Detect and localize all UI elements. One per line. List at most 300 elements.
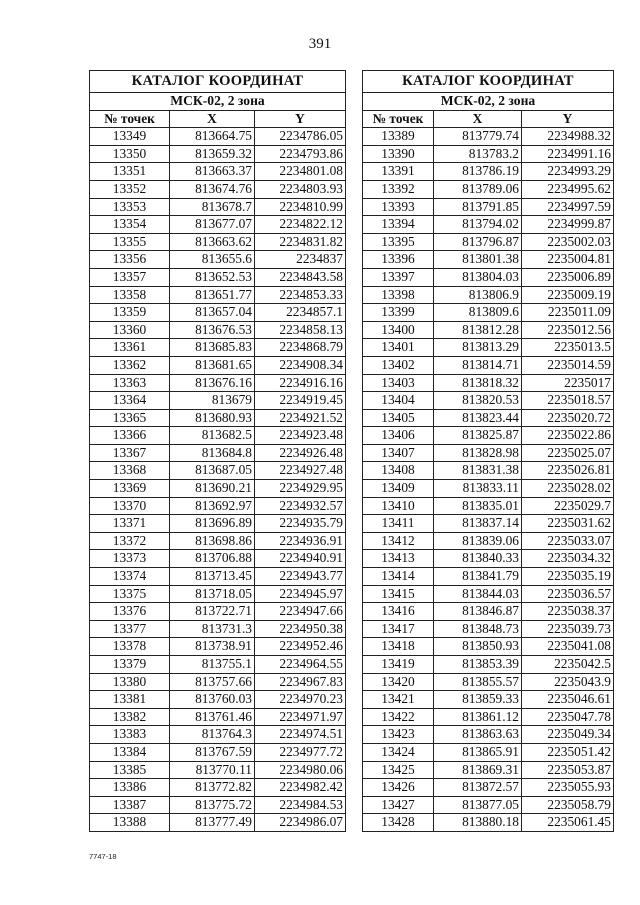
y-coordinate-cell: 2234936.91 — [255, 532, 346, 550]
x-coordinate-cell: 813684.8 — [170, 444, 255, 462]
x-coordinate-cell: 813681.65 — [170, 356, 255, 374]
table-row — [90, 568, 346, 586]
y-coordinate-cell: 2235035.19 — [522, 568, 614, 586]
x-coordinate-cell: 813846.87 — [434, 603, 522, 621]
y-coordinate-cell: 2234923.48 — [255, 427, 346, 445]
y-coordinate-cell: 2235061.45 — [522, 814, 614, 832]
table-row — [363, 251, 614, 269]
y-coordinate-cell: 2235018.57 — [522, 392, 614, 410]
x-coordinate-cell: 813690.21 — [170, 480, 255, 498]
y-coordinate-cell: 2235038.37 — [522, 603, 614, 621]
table-row — [90, 339, 346, 357]
y-coordinate-cell: 2235053.87 — [522, 761, 614, 779]
y-coordinate-cell: 2234974.51 — [255, 726, 346, 744]
y-coordinate-cell: 2234916.16 — [255, 374, 346, 392]
y-coordinate-cell: 2235046.61 — [522, 691, 614, 709]
x-coordinate-cell: 813777.49 — [170, 814, 255, 832]
point-number-cell: 13372 — [90, 532, 170, 550]
y-coordinate-cell: 2234926.48 — [255, 444, 346, 462]
y-coordinate-cell: 2234993.29 — [522, 163, 614, 181]
point-number-cell: 13360 — [90, 321, 170, 339]
point-number-cell: 13428 — [363, 814, 434, 832]
y-coordinate-cell: 2235014.59 — [522, 356, 614, 374]
point-number-cell: 13400 — [363, 321, 434, 339]
point-number-cell: 13377 — [90, 620, 170, 638]
point-number-cell: 13426 — [363, 779, 434, 797]
x-coordinate-cell: 813853.39 — [434, 656, 522, 674]
point-number-cell: 13413 — [363, 550, 434, 568]
table-row — [363, 550, 614, 568]
x-coordinate-cell: 813676.53 — [170, 321, 255, 339]
table-row — [90, 163, 346, 181]
x-coordinate-cell: 813863.63 — [434, 726, 522, 744]
point-number-cell: 13391 — [363, 163, 434, 181]
x-coordinate-cell: 813677.07 — [170, 216, 255, 234]
x-coordinate-cell: 813775.72 — [170, 796, 255, 814]
x-coordinate-cell: 813796.87 — [434, 233, 522, 251]
catalog-subtitle: МСК-02, 2 зона — [90, 93, 346, 111]
table-row — [90, 708, 346, 726]
y-coordinate-cell: 2234919.45 — [255, 392, 346, 410]
x-coordinate-cell: 813770.11 — [170, 761, 255, 779]
y-coordinate-cell: 2235031.62 — [522, 515, 614, 533]
x-coordinate-cell: 813713.45 — [170, 568, 255, 586]
x-coordinate-cell: 813831.38 — [434, 462, 522, 480]
point-number-cell: 13359 — [90, 304, 170, 322]
table-row — [90, 550, 346, 568]
y-coordinate-cell: 2234999.87 — [522, 216, 614, 234]
y-coordinate-cell: 2234929.95 — [255, 480, 346, 498]
table-row — [363, 180, 614, 198]
point-number-cell: 13379 — [90, 656, 170, 674]
y-coordinate-cell: 2234964.55 — [255, 656, 346, 674]
y-coordinate-cell: 2235026.81 — [522, 462, 614, 480]
x-coordinate-cell: 813676.16 — [170, 374, 255, 392]
table-row — [90, 585, 346, 603]
x-coordinate-cell: 813760.03 — [170, 691, 255, 709]
y-coordinate-cell: 2234908.34 — [255, 356, 346, 374]
x-coordinate-cell: 813844.03 — [434, 585, 522, 603]
table-row — [363, 779, 614, 797]
table-row — [90, 656, 346, 674]
y-coordinate-cell: 2234843.58 — [255, 268, 346, 286]
table-row — [363, 515, 614, 533]
table-row — [90, 796, 346, 814]
table-row — [363, 233, 614, 251]
point-number-cell: 13357 — [90, 268, 170, 286]
x-coordinate-cell: 813813.29 — [434, 339, 522, 357]
point-number-cell: 13418 — [363, 638, 434, 656]
table-row — [90, 198, 346, 216]
x-coordinate-cell: 813848.73 — [434, 620, 522, 638]
table-row — [90, 620, 346, 638]
point-number-cell: 13373 — [90, 550, 170, 568]
x-coordinate-cell: 813674.76 — [170, 180, 255, 198]
x-coordinate-cell: 813783.2 — [434, 145, 522, 163]
table-row — [90, 497, 346, 515]
x-coordinate-cell: 813789.06 — [434, 180, 522, 198]
point-number-cell: 13425 — [363, 761, 434, 779]
table-row — [90, 638, 346, 656]
x-coordinate-cell: 813833.11 — [434, 480, 522, 498]
y-coordinate-cell: 2235028.02 — [522, 480, 614, 498]
point-number-cell: 13422 — [363, 708, 434, 726]
x-coordinate-cell: 813850.93 — [434, 638, 522, 656]
table-row — [363, 145, 614, 163]
table-row — [90, 321, 346, 339]
point-number-cell: 13414 — [363, 568, 434, 586]
table-row — [90, 726, 346, 744]
table-row — [363, 708, 614, 726]
x-coordinate-cell: 813764.3 — [170, 726, 255, 744]
point-number-cell: 13370 — [90, 497, 170, 515]
point-number-cell: 13410 — [363, 497, 434, 515]
y-coordinate-cell: 2235025.07 — [522, 444, 614, 462]
point-number-cell: 13417 — [363, 620, 434, 638]
y-coordinate-cell: 2235047.78 — [522, 708, 614, 726]
y-coordinate-cell: 2235036.57 — [522, 585, 614, 603]
x-coordinate-cell: 813685.83 — [170, 339, 255, 357]
table-row — [363, 321, 614, 339]
x-coordinate-cell: 813820.53 — [434, 392, 522, 410]
x-coordinate-cell: 813865.91 — [434, 743, 522, 761]
table-row — [363, 691, 614, 709]
x-coordinate-cell: 813663.37 — [170, 163, 255, 181]
table-row — [90, 691, 346, 709]
table-row — [90, 814, 346, 832]
y-coordinate-cell: 2234831.82 — [255, 233, 346, 251]
point-number-cell: 13427 — [363, 796, 434, 814]
table-row — [90, 779, 346, 797]
point-number-cell: 13384 — [90, 743, 170, 761]
x-coordinate-cell: 813678.7 — [170, 198, 255, 216]
point-number-cell: 13375 — [90, 585, 170, 603]
y-coordinate-cell: 2234988.32 — [522, 128, 614, 146]
table-row — [363, 603, 614, 621]
table-row — [90, 216, 346, 234]
y-coordinate-cell: 2235004.81 — [522, 251, 614, 269]
table-row — [363, 480, 614, 498]
x-coordinate-cell: 813872.57 — [434, 779, 522, 797]
x-coordinate-cell: 813722.71 — [170, 603, 255, 621]
y-coordinate-cell: 2234952.46 — [255, 638, 346, 656]
x-coordinate-cell: 813767.59 — [170, 743, 255, 761]
y-coordinate-cell: 2235039.73 — [522, 620, 614, 638]
x-coordinate-cell: 813859.33 — [434, 691, 522, 709]
x-coordinate-cell: 813880.18 — [434, 814, 522, 832]
x-coordinate-cell: 813779.74 — [434, 128, 522, 146]
x-coordinate-cell: 813806.9 — [434, 286, 522, 304]
y-coordinate-cell: 2235043.9 — [522, 673, 614, 691]
coordinate-catalog-table-right — [362, 70, 614, 832]
point-number-cell: 13365 — [90, 409, 170, 427]
catalog-title: КАТАЛОГ КООРДИНАТ — [363, 71, 614, 93]
x-coordinate-cell: 813794.02 — [434, 216, 522, 234]
table-row — [363, 673, 614, 691]
x-coordinate-cell: 813659.32 — [170, 145, 255, 163]
point-number-cell: 13387 — [90, 796, 170, 814]
table-row — [90, 427, 346, 445]
table-row — [90, 286, 346, 304]
catalog-subtitle: МСК-02, 2 зона — [363, 93, 614, 111]
point-number-cell: 13367 — [90, 444, 170, 462]
catalog-body — [90, 128, 346, 832]
y-coordinate-cell: 2234935.79 — [255, 515, 346, 533]
table-row — [363, 814, 614, 832]
column-header-y: Y — [522, 110, 614, 128]
point-number-cell: 13407 — [363, 444, 434, 462]
table-row — [363, 339, 614, 357]
y-coordinate-cell: 2234868.79 — [255, 339, 346, 357]
point-number-cell: 13350 — [90, 145, 170, 163]
y-coordinate-cell: 2234943.77 — [255, 568, 346, 586]
table-row — [90, 532, 346, 550]
table-row — [90, 743, 346, 761]
table-row — [90, 480, 346, 498]
point-number-cell: 13356 — [90, 251, 170, 269]
x-coordinate-cell: 813738.91 — [170, 638, 255, 656]
y-coordinate-cell: 2234803.93 — [255, 180, 346, 198]
x-coordinate-cell: 813651.77 — [170, 286, 255, 304]
point-number-cell: 13412 — [363, 532, 434, 550]
table-row — [363, 761, 614, 779]
point-number-cell: 13405 — [363, 409, 434, 427]
table-row — [90, 392, 346, 410]
point-number-cell: 13399 — [363, 304, 434, 322]
y-coordinate-cell: 2235011.09 — [522, 304, 614, 322]
point-number-cell: 13424 — [363, 743, 434, 761]
y-coordinate-cell: 2234991.16 — [522, 145, 614, 163]
page-number: 391 — [308, 36, 332, 52]
point-number-cell: 13406 — [363, 427, 434, 445]
table-row — [90, 444, 346, 462]
x-coordinate-cell: 813663.62 — [170, 233, 255, 251]
y-coordinate-cell: 2234970.23 — [255, 691, 346, 709]
x-coordinate-cell: 813657.04 — [170, 304, 255, 322]
x-coordinate-cell: 813652.53 — [170, 268, 255, 286]
table-row — [363, 268, 614, 286]
y-coordinate-cell: 2235049.34 — [522, 726, 614, 744]
point-number-cell: 13390 — [363, 145, 434, 163]
y-coordinate-cell: 2235042.5 — [522, 656, 614, 674]
table-row — [363, 216, 614, 234]
point-number-cell: 13416 — [363, 603, 434, 621]
table-row — [90, 268, 346, 286]
table-row — [363, 163, 614, 181]
x-coordinate-cell: 813809.6 — [434, 304, 522, 322]
point-number-cell: 13388 — [90, 814, 170, 832]
point-number-cell: 13368 — [90, 462, 170, 480]
table-row — [90, 374, 346, 392]
table-row — [363, 304, 614, 322]
x-coordinate-cell: 813680.93 — [170, 409, 255, 427]
table-row — [90, 128, 346, 146]
x-coordinate-cell: 813718.05 — [170, 585, 255, 603]
point-number-cell: 13369 — [90, 480, 170, 498]
y-coordinate-cell: 2235009.19 — [522, 286, 614, 304]
y-coordinate-cell: 2234977.72 — [255, 743, 346, 761]
x-coordinate-cell: 813687.05 — [170, 462, 255, 480]
y-coordinate-cell: 2235002.03 — [522, 233, 614, 251]
table-row — [90, 180, 346, 198]
point-number-cell: 13362 — [90, 356, 170, 374]
table-row — [363, 726, 614, 744]
x-coordinate-cell: 813877.05 — [434, 796, 522, 814]
point-number-cell: 13385 — [90, 761, 170, 779]
x-coordinate-cell: 813679 — [170, 392, 255, 410]
y-coordinate-cell: 2234950.38 — [255, 620, 346, 638]
y-coordinate-cell: 2235017 — [522, 374, 614, 392]
table-row — [363, 638, 614, 656]
point-number-cell: 13386 — [90, 779, 170, 797]
point-number-cell: 13393 — [363, 198, 434, 216]
x-coordinate-cell: 813828.98 — [434, 444, 522, 462]
x-coordinate-cell: 813682.5 — [170, 427, 255, 445]
column-header-y: Y — [255, 110, 346, 128]
table-row — [363, 409, 614, 427]
point-number-cell: 13355 — [90, 233, 170, 251]
table-row — [90, 251, 346, 269]
x-coordinate-cell: 813731.3 — [170, 620, 255, 638]
point-number-cell: 13420 — [363, 673, 434, 691]
point-number-cell: 13381 — [90, 691, 170, 709]
document-code: 7747-18 — [89, 852, 117, 861]
y-coordinate-cell: 2235006.89 — [522, 268, 614, 286]
x-coordinate-cell: 813696.89 — [170, 515, 255, 533]
table-row — [363, 497, 614, 515]
point-number-cell: 13408 — [363, 462, 434, 480]
y-coordinate-cell: 2234947.66 — [255, 603, 346, 621]
y-coordinate-cell: 2234857.1 — [255, 304, 346, 322]
y-coordinate-cell: 2234932.57 — [255, 497, 346, 515]
table-row — [90, 603, 346, 621]
y-coordinate-cell: 2234810.99 — [255, 198, 346, 216]
point-number-cell: 13363 — [90, 374, 170, 392]
point-number-cell: 13392 — [363, 180, 434, 198]
x-coordinate-cell: 813837.14 — [434, 515, 522, 533]
y-coordinate-cell: 2234822.12 — [255, 216, 346, 234]
x-coordinate-cell: 813825.87 — [434, 427, 522, 445]
point-number-cell: 13364 — [90, 392, 170, 410]
y-coordinate-cell: 2234967.83 — [255, 673, 346, 691]
y-coordinate-cell: 2234945.97 — [255, 585, 346, 603]
table-row — [363, 444, 614, 462]
x-coordinate-cell: 813755.1 — [170, 656, 255, 674]
x-coordinate-cell: 813835.01 — [434, 497, 522, 515]
y-coordinate-cell: 2234927.48 — [255, 462, 346, 480]
catalog-title: КАТАЛОГ КООРДИНАТ — [90, 71, 346, 93]
y-coordinate-cell: 2234837 — [255, 251, 346, 269]
x-coordinate-cell: 813786.19 — [434, 163, 522, 181]
table-row — [363, 462, 614, 480]
table-row — [90, 356, 346, 374]
table-row — [363, 532, 614, 550]
coordinate-catalog-table-left — [89, 70, 346, 832]
point-number-cell: 13394 — [363, 216, 434, 234]
y-coordinate-cell: 2234984.53 — [255, 796, 346, 814]
point-number-cell: 13403 — [363, 374, 434, 392]
y-coordinate-cell: 2234853.33 — [255, 286, 346, 304]
point-number-cell: 13383 — [90, 726, 170, 744]
table-row — [363, 585, 614, 603]
x-coordinate-cell: 813804.03 — [434, 268, 522, 286]
y-coordinate-cell: 2235020.72 — [522, 409, 614, 427]
y-coordinate-cell: 2235033.07 — [522, 532, 614, 550]
y-coordinate-cell: 2234997.59 — [522, 198, 614, 216]
point-number-cell: 13395 — [363, 233, 434, 251]
table-row — [363, 374, 614, 392]
y-coordinate-cell: 2234940.91 — [255, 550, 346, 568]
y-coordinate-cell: 2234801.08 — [255, 163, 346, 181]
y-coordinate-cell: 2235051.42 — [522, 743, 614, 761]
point-number-cell: 13378 — [90, 638, 170, 656]
y-coordinate-cell: 2235012.56 — [522, 321, 614, 339]
x-coordinate-cell: 813841.79 — [434, 568, 522, 586]
point-number-cell: 13398 — [363, 286, 434, 304]
column-header-x: X — [170, 110, 255, 128]
y-coordinate-cell: 2235022.86 — [522, 427, 614, 445]
x-coordinate-cell: 813814.71 — [434, 356, 522, 374]
column-header-x: X — [434, 110, 522, 128]
column-header-point: № точек — [363, 110, 434, 128]
table-row — [363, 286, 614, 304]
point-number-cell: 13389 — [363, 128, 434, 146]
column-header-point: № точек — [90, 110, 170, 128]
y-coordinate-cell: 2234793.86 — [255, 145, 346, 163]
point-number-cell: 13352 — [90, 180, 170, 198]
x-coordinate-cell: 813840.33 — [434, 550, 522, 568]
table-row — [363, 656, 614, 674]
y-coordinate-cell: 2235034.32 — [522, 550, 614, 568]
table-row — [90, 515, 346, 533]
x-coordinate-cell: 813791.85 — [434, 198, 522, 216]
y-coordinate-cell: 2234980.06 — [255, 761, 346, 779]
point-number-cell: 13374 — [90, 568, 170, 586]
point-number-cell: 13353 — [90, 198, 170, 216]
table-row — [363, 620, 614, 638]
y-coordinate-cell: 2235055.93 — [522, 779, 614, 797]
point-number-cell: 13419 — [363, 656, 434, 674]
table-row — [363, 392, 614, 410]
y-coordinate-cell: 2235058.79 — [522, 796, 614, 814]
x-coordinate-cell: 813818.32 — [434, 374, 522, 392]
point-number-cell: 13397 — [363, 268, 434, 286]
y-coordinate-cell: 2234995.62 — [522, 180, 614, 198]
table-row — [363, 356, 614, 374]
table-row — [363, 743, 614, 761]
x-coordinate-cell: 813761.46 — [170, 708, 255, 726]
table-row — [363, 796, 614, 814]
x-coordinate-cell: 813664.75 — [170, 128, 255, 146]
point-number-cell: 13401 — [363, 339, 434, 357]
point-number-cell: 13354 — [90, 216, 170, 234]
point-number-cell: 13349 — [90, 128, 170, 146]
point-number-cell: 13409 — [363, 480, 434, 498]
table-row — [90, 761, 346, 779]
y-coordinate-cell: 2235013.5 — [522, 339, 614, 357]
x-coordinate-cell: 813855.57 — [434, 673, 522, 691]
x-coordinate-cell: 813772.82 — [170, 779, 255, 797]
y-coordinate-cell: 2234786.05 — [255, 128, 346, 146]
point-number-cell: 13358 — [90, 286, 170, 304]
x-coordinate-cell: 813801.38 — [434, 251, 522, 269]
table-row — [90, 304, 346, 322]
y-coordinate-cell: 2235029.7 — [522, 497, 614, 515]
y-coordinate-cell: 2234986.07 — [255, 814, 346, 832]
table-row — [363, 198, 614, 216]
x-coordinate-cell: 813757.66 — [170, 673, 255, 691]
catalog-body — [363, 128, 614, 832]
